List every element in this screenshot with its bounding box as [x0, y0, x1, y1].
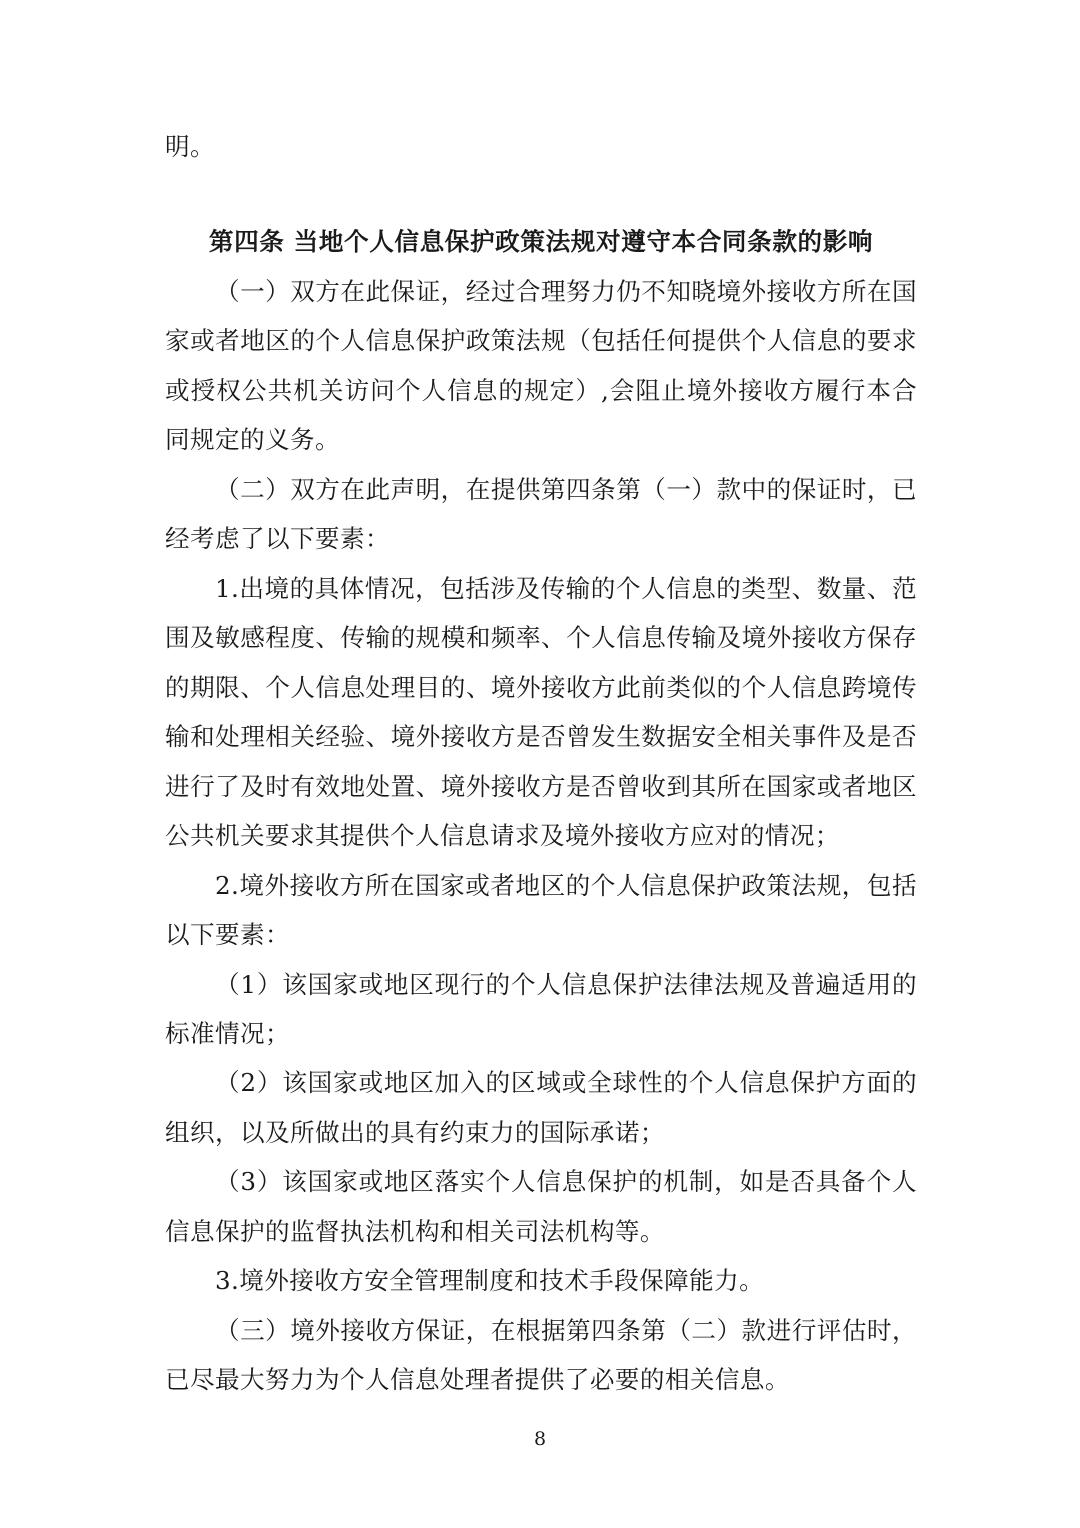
paragraph-line: 经考虑了以下要素：: [165, 524, 390, 553]
page-number: 8: [533, 1428, 547, 1450]
paragraph-line: 信息保护的监督执法机构和相关司法机构等。: [165, 1217, 665, 1246]
paragraph-line: 输和处理相关经验、境外接收方是否曾发生数据安全相关事件及是否: [165, 722, 917, 751]
paragraph-line: （三）境外接收方保证，在根据第四条第（二）款进行评估时，: [215, 1316, 917, 1345]
paragraph-line: （1）该国家或地区现行的个人信息保护法律法规及普遍适用的: [215, 970, 917, 999]
article-title: 第四条 当地个人信息保护政策法规对遵守本合同条款的影响: [208, 227, 874, 256]
paragraph-line: （3）该国家或地区落实个人信息保护的机制，如是否具备个人: [215, 1167, 917, 1196]
paragraph-line: 标准情况；: [165, 1019, 290, 1048]
paragraph-line: 公共机关要求其提供个人信息请求及境外接收方应对的情况；: [165, 821, 840, 850]
paragraph-line: 或授权公共机关访问个人信息的规定）,会阻止境外接收方履行本合: [165, 376, 917, 405]
paragraph-line: （二）双方在此声明，在提供第四条第（一）款中的保证时，已: [215, 475, 917, 504]
paragraph-line: 组织，以及所做出的具有约束力的国际承诺；: [165, 1118, 665, 1147]
paragraph-line: 的期限、个人信息处理目的、境外接收方此前类似的个人信息跨境传: [165, 673, 917, 702]
paragraph-line: 3.境外接收方安全管理制度和技术手段保障能力。: [215, 1266, 765, 1295]
paragraph-line: 2.境外接收方所在国家或者地区的个人信息保护政策法规，包括: [215, 871, 917, 900]
paragraph-line: （2）该国家或地区加入的区域或全球性的个人信息保护方面的: [215, 1068, 917, 1097]
paragraph-line: 家或者地区的个人信息保护政策法规（包括任何提供个人信息的要求: [165, 326, 917, 355]
paragraph-line: 已尽最大努力为个人信息处理者提供了必要的相关信息。: [165, 1365, 790, 1394]
paragraph-line: 围及敏感程度、传输的规模和频率、个人信息传输及境外接收方保存: [165, 623, 917, 652]
paragraph-line: 进行了及时有效地处置、境外接收方是否曾收到其所在国家或者地区: [165, 772, 917, 801]
paragraph-line: 同规定的义务。: [165, 425, 340, 454]
paragraph-line: 1.出境的具体情况，包括涉及传输的个人信息的类型、数量、范: [215, 574, 917, 603]
continuation-text: 明。: [165, 132, 215, 161]
paragraph-line: 以下要素：: [165, 920, 290, 949]
paragraph-line: （一）双方在此保证，经过合理努力仍不知晓境外接收方所在国: [215, 277, 917, 306]
